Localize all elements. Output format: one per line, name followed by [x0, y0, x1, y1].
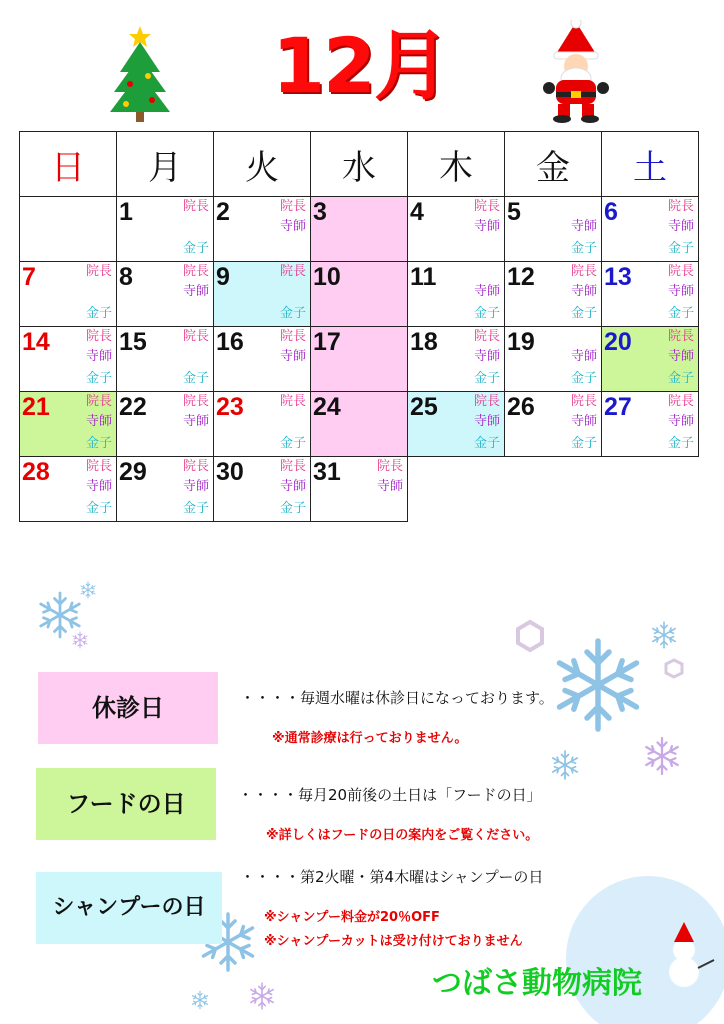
doctor-director: 院長: [473, 329, 500, 344]
doctor-director: 院長: [85, 264, 112, 279]
snowflake-icon: [553, 751, 578, 779]
santa-icon: [540, 20, 612, 124]
doctor-terashi: 寺師: [279, 479, 306, 494]
calendar-day-cell: [408, 327, 505, 392]
calendar-empty-cell: [505, 457, 602, 522]
day-number: 2: [216, 198, 230, 226]
day-number: 23: [216, 393, 244, 421]
doctor-terashi: 寺師: [182, 414, 209, 429]
calendar-day-cell: [214, 392, 311, 457]
doctor-kaneko: 金子: [667, 436, 694, 451]
doctor-terashi: 寺師: [182, 479, 209, 494]
calendar-day-cell: [311, 392, 408, 457]
calendar-empty-cell: [20, 197, 117, 262]
calendar-day-cell: [214, 457, 311, 522]
day-number: 3: [313, 198, 327, 226]
day-number: 13: [604, 263, 632, 291]
doctor-director: 院長: [182, 264, 209, 279]
day-number: 19: [507, 328, 535, 356]
doctor-kaneko: 金子: [85, 436, 112, 451]
doctor-kaneko: 金子: [279, 436, 306, 451]
calendar-day-cell: [602, 327, 699, 392]
weekday-header: 火: [214, 132, 311, 197]
doctor-director: 院長: [570, 394, 597, 409]
doctor-kaneko: 金子: [85, 501, 112, 516]
doctor-director: 院長: [279, 199, 306, 214]
snowflake-icon: [251, 983, 273, 1009]
legend-closed-label: 休診日: [38, 672, 218, 744]
day-number: 22: [119, 393, 147, 421]
calendar-day-cell: [20, 327, 117, 392]
legend-closed-note: ※通常診療は行っておりません。: [272, 731, 468, 746]
calendar-week-row: [20, 327, 699, 392]
calendar-day-cell: [602, 197, 699, 262]
calendar-day-cell: [505, 197, 602, 262]
doctor-director: 院長: [85, 329, 112, 344]
calendar-day-cell: [505, 392, 602, 457]
doctor-kaneko: 金子: [570, 306, 597, 321]
calendar-day-cell: [20, 392, 117, 457]
doctor-director: 院長: [182, 394, 209, 409]
legend-closed-desc: ・・・・毎週水曜は休診日になっております。: [240, 689, 554, 707]
day-number: 28: [22, 458, 50, 486]
doctor-director: 院長: [667, 199, 694, 214]
doctor-kaneko: 金子: [667, 241, 694, 256]
calendar-day-cell: [311, 262, 408, 327]
doctor-terashi: 寺師: [473, 414, 500, 429]
doctor-director: 院長: [182, 459, 209, 474]
calendar-day-cell: [214, 262, 311, 327]
day-number: 24: [313, 393, 341, 421]
legend-food-note: ※詳しくはフードの日の案内をご覧ください。: [266, 828, 539, 843]
calendar-week-row: [20, 457, 699, 522]
day-number: 6: [604, 198, 618, 226]
doctor-director: 院長: [85, 459, 112, 474]
day-number: 30: [216, 458, 244, 486]
doctor-director: 院長: [376, 459, 403, 474]
day-number: 4: [410, 198, 424, 226]
weekday-header: 金: [505, 132, 602, 197]
doctor-director: 院長: [279, 459, 306, 474]
doctor-terashi: 寺師: [473, 284, 500, 299]
snowflake-icon: [41, 593, 80, 637]
calendar-day-cell: [117, 457, 214, 522]
doctor-kaneko: 金子: [85, 306, 112, 321]
weekday-header: 木: [408, 132, 505, 197]
day-number: 7: [22, 263, 36, 291]
doctor-terashi: 寺師: [570, 349, 597, 364]
day-number: 15: [119, 328, 147, 356]
doctor-kaneko: 金子: [570, 436, 597, 451]
snowflake-icon: [653, 622, 675, 648]
doctor-kaneko: 金子: [279, 306, 306, 321]
snowflake-icon: [560, 641, 637, 729]
doctor-director: 院長: [473, 394, 500, 409]
doctor-kaneko: 金子: [667, 306, 694, 321]
calendar-day-cell: [117, 392, 214, 457]
day-number: 18: [410, 328, 438, 356]
legend-food-label: フードの日: [36, 768, 216, 840]
calendar-day-cell: [117, 327, 214, 392]
doctor-director: 院長: [279, 329, 306, 344]
doctor-kaneko: 金子: [473, 371, 500, 386]
calendar-empty-cell: [408, 457, 505, 522]
doctor-terashi: 寺師: [570, 414, 597, 429]
doctor-director: 院長: [279, 264, 306, 279]
legend-shampoo-desc: ・・・・第2火曜・第4木曜はシャンプーの日: [240, 868, 544, 886]
calendar-day-cell: [505, 327, 602, 392]
weekday-header: 日: [20, 132, 117, 197]
day-number: 8: [119, 263, 133, 291]
day-number: 27: [604, 393, 632, 421]
doctor-terashi: 寺師: [85, 349, 112, 364]
day-number: 10: [313, 263, 341, 291]
day-number: 1: [119, 198, 133, 226]
doctor-kaneko: 金子: [182, 501, 209, 516]
doctor-kaneko: 金子: [570, 371, 597, 386]
calendar-day-cell: [214, 327, 311, 392]
clinic-name: つばさ動物病院: [432, 966, 642, 1001]
calendar-day-cell: [408, 197, 505, 262]
calendar-day-cell: [117, 262, 214, 327]
legend-shampoo-note-2: ※シャンプーカットは受け付けておりません: [264, 934, 523, 949]
doctor-kaneko: 金子: [473, 436, 500, 451]
calendar-day-cell: [602, 392, 699, 457]
day-number: 9: [216, 263, 230, 291]
weekday-header-row: [20, 132, 699, 197]
doctor-kaneko: 金子: [182, 371, 209, 386]
calendar-day-cell: [20, 457, 117, 522]
day-number: 21: [22, 393, 50, 421]
doctor-terashi: 寺師: [570, 284, 597, 299]
calendar-day-cell: [214, 197, 311, 262]
doctor-terashi: 寺師: [473, 219, 500, 234]
doctor-terashi: 寺師: [570, 219, 597, 234]
doctor-director: 院長: [667, 264, 694, 279]
calendar-day-cell: [408, 262, 505, 327]
day-number: 12: [507, 263, 535, 291]
calendar-week-row: [20, 392, 699, 457]
calendar-day-cell: [311, 457, 408, 522]
calendar-day-cell: [311, 327, 408, 392]
day-number: 14: [22, 328, 50, 356]
doctor-terashi: 寺師: [182, 284, 209, 299]
day-number: 5: [507, 198, 521, 226]
doctor-director: 院長: [182, 329, 209, 344]
doctor-terashi: 寺師: [473, 349, 500, 364]
christmas-tree-icon: [108, 24, 184, 124]
day-number: 26: [507, 393, 535, 421]
calendar-table: [19, 131, 699, 522]
doctor-kaneko: 金子: [667, 371, 694, 386]
day-number: 11: [410, 263, 437, 291]
legend-food-desc: ・・・・毎月20前後の土日は「フードの日」: [238, 786, 542, 804]
calendar-day-cell: [20, 262, 117, 327]
calendar-day-cell: [602, 262, 699, 327]
doctor-terashi: 寺師: [667, 284, 694, 299]
calendar-day-cell: [311, 197, 408, 262]
day-number: 17: [313, 328, 341, 356]
doctor-terashi: 寺師: [279, 349, 306, 364]
month-title: 12月: [272, 21, 448, 110]
calendar-empty-cell: [602, 457, 699, 522]
doctor-kaneko: 金子: [182, 241, 209, 256]
doctor-director: 院長: [182, 199, 209, 214]
doctor-director: 院長: [667, 394, 694, 409]
snowflake-icon: [73, 632, 87, 648]
weekday-header: 土: [602, 132, 699, 197]
doctor-terashi: 寺師: [667, 414, 694, 429]
doctor-terashi: 寺師: [667, 349, 694, 364]
doctor-terashi: 寺師: [376, 479, 403, 494]
doctor-director: 院長: [570, 264, 597, 279]
calendar-week-row: [20, 197, 699, 262]
legend-shampoo-label: シャンプーの日: [36, 872, 222, 944]
doctor-terashi: 寺師: [667, 219, 694, 234]
snowflake-icon: [192, 991, 207, 1009]
doctor-terashi: 寺師: [279, 219, 306, 234]
doctor-director: 院長: [85, 394, 112, 409]
snowflake-icon: [81, 582, 95, 598]
doctor-director: 院長: [667, 329, 694, 344]
snowflake-icon: [646, 738, 678, 774]
calendar-week-row: [20, 262, 699, 327]
calendar-day-cell: [505, 262, 602, 327]
day-number: 16: [216, 328, 244, 356]
calendar-day-cell: [408, 392, 505, 457]
doctor-director: 院長: [279, 394, 306, 409]
day-number: 31: [313, 458, 341, 486]
day-number: 25: [410, 393, 438, 421]
doctor-terashi: 寺師: [85, 479, 112, 494]
doctor-kaneko: 金子: [473, 306, 500, 321]
doctor-terashi: 寺師: [85, 414, 112, 429]
day-number: 20: [604, 328, 632, 356]
doctor-kaneko: 金子: [85, 371, 112, 386]
doctor-kaneko: 金子: [570, 241, 597, 256]
legend-shampoo-note-1: ※シャンプー料金が20％OFF: [264, 910, 440, 925]
weekday-header: 水: [311, 132, 408, 197]
doctor-director: 院長: [473, 199, 500, 214]
weekday-header: 月: [117, 132, 214, 197]
calendar-day-cell: [117, 197, 214, 262]
doctor-kaneko: 金子: [279, 501, 306, 516]
day-number: 29: [119, 458, 147, 486]
